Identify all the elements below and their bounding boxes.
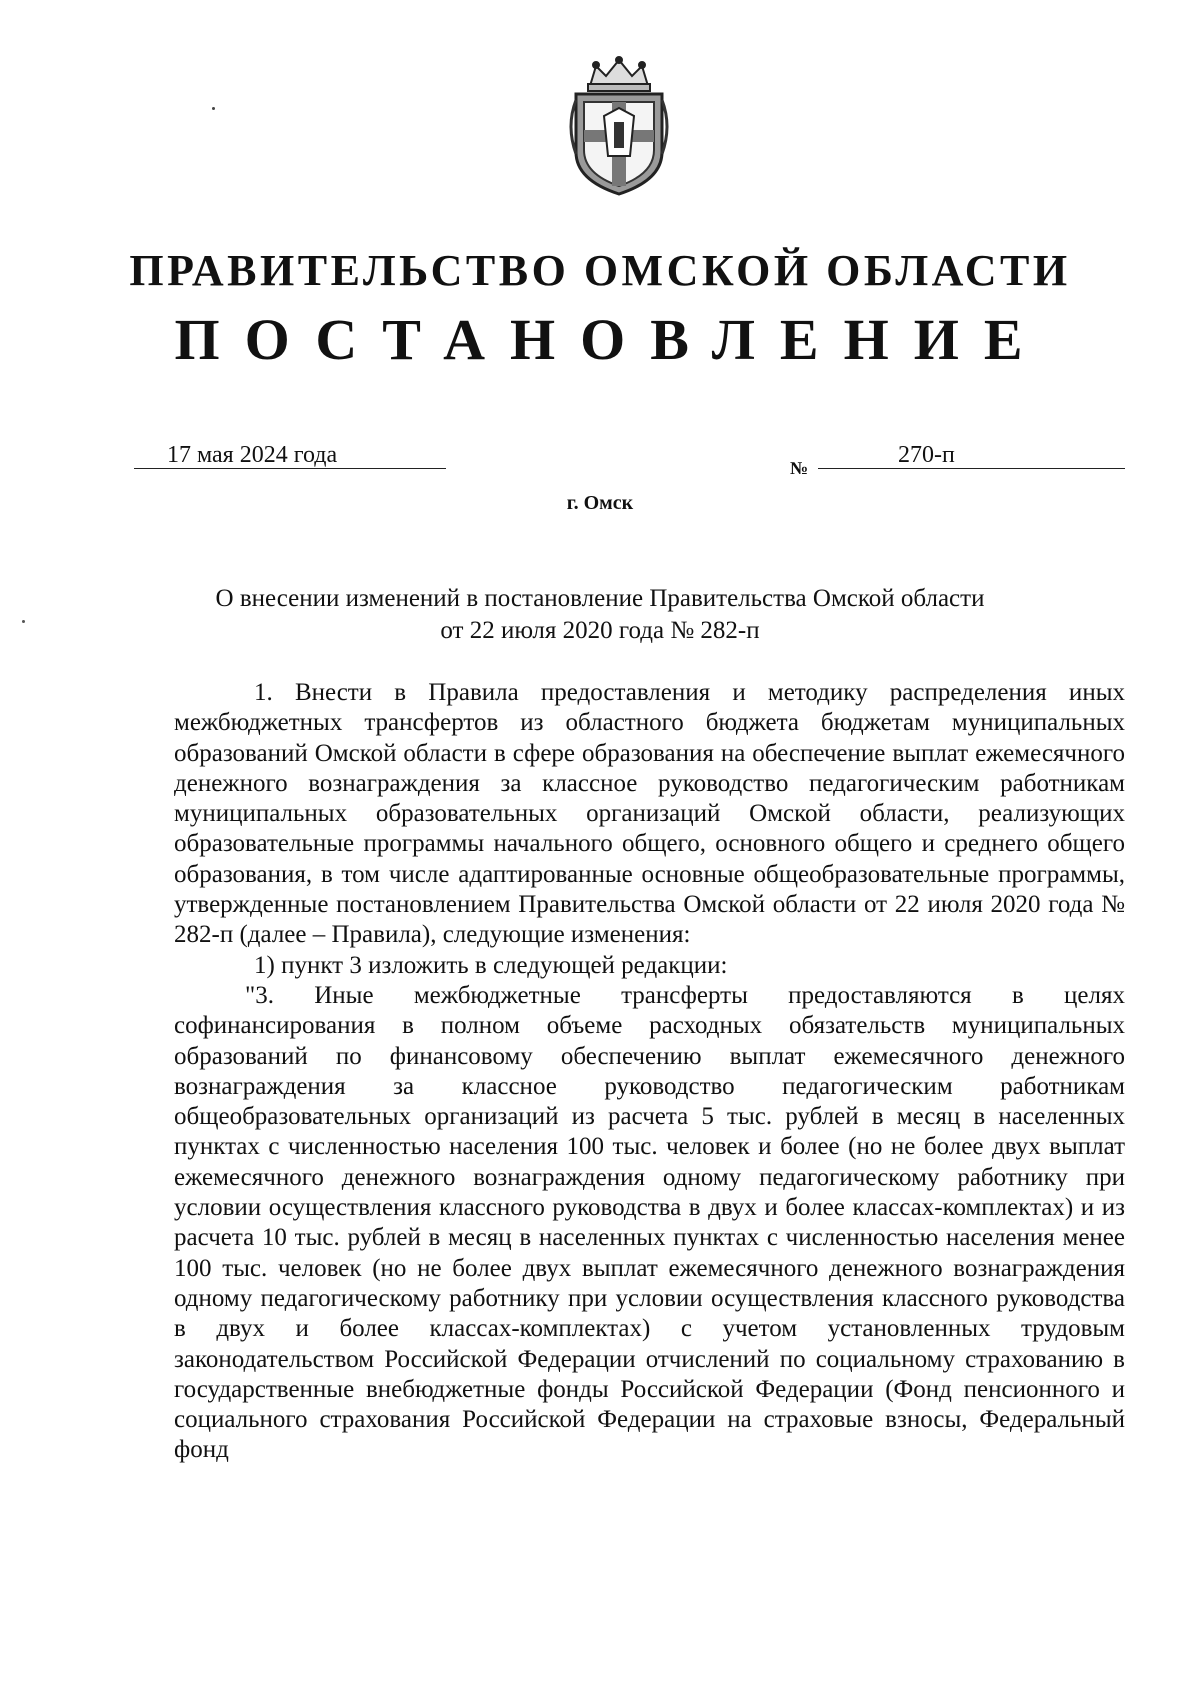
org-name-heading: ПРАВИТЕЛЬСТВО ОМСКОЙ ОБЛАСТИ	[129, 246, 1071, 295]
document-number: 270-п	[898, 442, 955, 468]
city: г. Омск	[566, 492, 634, 514]
document-title	[0, 583, 1200, 647]
document-body	[174, 678, 1125, 1466]
coat-of-arms-icon	[560, 56, 678, 198]
scan-speck	[212, 107, 215, 110]
number-underline	[818, 468, 1125, 469]
date-underline	[134, 468, 446, 469]
paragraph-2: 1) пункт 3 изложить в следующей редакции:	[254, 951, 728, 979]
paragraph-1: 1. Внести в Правила предоставления и методику распределения иных межбюджетных трансфертов из областного бюджета бюджетам муниципальных образований Омской области в сфере образования на обеспечение выплат ежемесячного денежного вознаграждения за классное руководство педагогическим работникам муниципальных образовательных организаций Омской области, реализующих образовательные программы начального общего, основного общего и среднего общего образования, в том числе адаптированные основные общеобразовательные программы, утвержденные постановлением Правительства Омской области от 22 июля 2020 года № 282-п (далее – Правила), следующие изменения:	[174, 679, 1125, 949]
title-line-1: О внесении изменений в постановление Правительства Омской области	[215, 585, 985, 612]
document-type-heading: ПОСТАНОВЛЕНИЕ	[174, 307, 1048, 372]
title-line-2: от 22 июля 2020 года № 282-п	[440, 617, 760, 644]
number-sign: №	[790, 458, 809, 478]
paragraph-3: "3. Иные межбюджетные трансферты предоставляются в целях софинансирования в полном объеме расходных обязательств муниципальных образований по финансовому обеспечению выплат ежемесячного денежного вознаграждения за классное руководство педагогическим работникам общеобразовательных организаций из расчета 5 тыс. рублей в месяц в населенных пунктах с численностью населения 100 тыс. человек и более (но не более двух выплат ежемесячного денежного вознаграждения одному педагогическому работнику при условии осуществления классного руководства в двух и более классах-комплектах) и из расчета 10 тыс. рублей в месяц в населенных пунктах с численностью населения менее 100 тыс. человек (но не более двух выплат ежемесячного денежного вознаграждения одному педагогическому работнику при условии осуществления классного руководства в двух и более классах-комплектах) с учетом установленных трудовым законодательством Российской Федерации отчислений по социальному страхованию в государственные внебюджетные фонды Российской Федерации (Фонд пенсионного и социального страхования Российской Федерации на страховые взносы, Федеральный фонд	[174, 981, 1125, 1464]
document-date: 17 мая 2024 года	[167, 442, 338, 468]
